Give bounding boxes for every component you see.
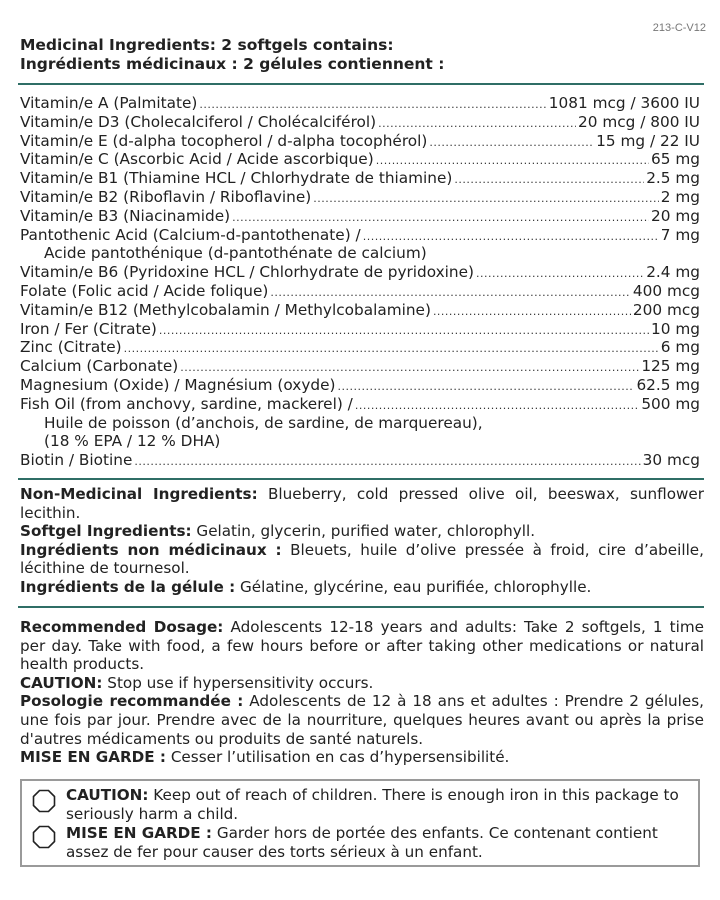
ingredient-amount: 200 mcg <box>632 300 700 319</box>
ingredient-name: Iron / Fer (Citrate) <box>20 319 157 338</box>
ingredient-name: Vitamin/e A (Palmitate) <box>20 94 198 112</box>
softgel-ingredients-fr: Ingrédients de la gélule : Gélatine, glycérine, eau purifiée, chlorophylle. <box>20 577 592 596</box>
dot-leader <box>433 301 631 322</box>
ingredient-row <box>20 226 700 245</box>
medicinal-header-fr: Ingrédients médicinaux : 2 gélules contiennent : <box>20 55 445 73</box>
ingredient-row <box>20 320 700 339</box>
ingredient-row <box>20 282 700 301</box>
dot-leader <box>199 94 546 115</box>
ingredient-row <box>20 301 700 320</box>
dot-leader <box>337 376 634 397</box>
ingredient-name: Vitamin/e B3 (Niacinamide) <box>20 206 231 225</box>
ingredient-row <box>20 263 700 282</box>
ingredient-row <box>20 169 700 188</box>
medicinal-header <box>20 36 700 74</box>
octagon-warning-icon <box>32 825 56 849</box>
ingredient-row <box>20 188 700 207</box>
dosage-fr: Posologie recommandée : Adolescents de 12 à 18 ans et adultes : Prendre 2 gélules, une fois par jour. Prendre avec de la nourriture, quelques heures avant ou après la prise d'autres médicaments ou produits de santé naturels. <box>20 692 704 748</box>
ingredient-amount: 10 mg <box>651 319 700 338</box>
ingredient-row <box>20 207 700 226</box>
child-warning-en: CAUTION: Keep out of reach of children. There is enough iron in this package to seriously harm a child. <box>66 786 679 823</box>
ingredient-name: Calcium (Carbonate) <box>20 357 179 376</box>
ingredients-list <box>20 94 700 470</box>
ingredient-row <box>20 451 700 470</box>
dot-leader <box>313 188 659 209</box>
dosage-section <box>20 618 704 767</box>
dot-leader <box>429 132 594 153</box>
ingredient-continuation: Huile de poisson (d’anchois, de sardine, de marquereau), <box>44 413 483 432</box>
dot-leader <box>124 338 659 359</box>
ingredient-amount: 2 mg <box>660 187 700 206</box>
ingredient-amount: 400 mcg <box>632 281 700 300</box>
medicinal-header-en: Medicinal Ingredients: 2 softgels contains: <box>20 36 394 54</box>
dot-leader <box>476 263 644 284</box>
non-medicinal-fr: Ingrédients non médicinaux : Bleuets, huile d’olive pressée à froid, cire d’abeille, lécithine de tournesol. <box>20 540 704 578</box>
ingredient-name: Vitamin/e B2 (Riboflavin / Riboflavine) <box>20 187 312 206</box>
ingredient-amount: 2.5 mg <box>646 169 700 188</box>
dot-leader <box>180 357 639 378</box>
dot-leader <box>232 207 649 228</box>
dot-leader <box>376 150 649 171</box>
dosage-en: Recommended Dosage: Adolescents 12-18 years and adults: Take 2 softgels, 1 time per day. Take with food, a few hours before or after taking other medications or natural health products. <box>20 618 704 674</box>
ingredient-name: Vitamin/e E (d-alpha tocopherol / d-alpha tocophérol) <box>20 131 428 150</box>
ingredient-amount: 20 mcg / 800 IU <box>578 112 700 131</box>
ingredient-name: Pantothenic Acid (Calcium-d-pantothenate) / <box>20 225 361 244</box>
ingredient-row <box>20 94 700 113</box>
ingredient-row <box>20 132 700 151</box>
ingredient-name: Vitamin/e D3 (Cholecalciferol / Cholécalciférol) <box>20 112 377 131</box>
ingredient-continuation: Acide pantothénique (d-pantothénate de calcium) <box>44 244 427 263</box>
ingredient-row <box>20 357 700 376</box>
child-warning-fr: MISE EN GARDE : Garder hors de portée des enfants. Ce contenant contient assez de fer pour causer des torts sérieux à un enfant. <box>66 824 658 861</box>
ingredient-row <box>20 113 700 132</box>
octagon-warning-icon <box>32 789 56 813</box>
ingredient-amount: 65 mg <box>651 150 700 169</box>
ingredient-name: Vitamin/e B12 (Methylcobalamin / Methylcobalamine) <box>20 300 431 319</box>
ingredient-amount: 6 mg <box>660 338 700 357</box>
non-medicinal-section <box>20 485 704 597</box>
panel-code: 213-C-V12 <box>652 22 706 34</box>
ingredient-name: Folate (Folic acid / Acide folique) <box>20 281 269 300</box>
child-warning-box <box>20 779 700 867</box>
header-divider <box>18 83 704 85</box>
ingredient-amount: 15 mg / 22 IU <box>596 131 700 150</box>
ingredient-row <box>20 376 700 395</box>
non-medicinal-en: Non-Medicinal Ingredients: Blueberry, cold pressed olive oil, beeswax, sunflower lecithin. <box>20 485 704 522</box>
ingredient-amount: 500 mg <box>641 394 700 413</box>
ingredient-name: Vitamin/e B6 (Pyridoxine HCL / Chlorhydrate de pyridoxine) <box>20 263 475 282</box>
ingredient-amount: 125 mg <box>641 357 700 376</box>
dot-leader <box>363 226 659 247</box>
ingredient-name: Biotin / Biotine <box>20 451 133 470</box>
ingredients-divider <box>18 478 704 480</box>
ingredient-name: Vitamin/e C (Ascorbic Acid / Acide ascorbique) <box>20 150 374 169</box>
ingredient-name: Vitamin/e B1 (Thiamine HCL / Chlorhydrate de thiamine) <box>20 169 453 188</box>
ingredient-name: Zinc (Citrate) <box>20 338 122 357</box>
ingredient-amount: 20 mg <box>651 206 700 225</box>
dot-leader <box>355 395 640 416</box>
ingredient-amount: 62.5 mg <box>636 375 700 394</box>
dot-leader <box>270 282 631 303</box>
ingredient-row <box>20 338 700 357</box>
dot-leader <box>134 451 640 472</box>
ingredient-name: Magnesium (Oxide) / Magnésium (oxyde) <box>20 375 336 394</box>
caution-en: CAUTION: Stop use if hypersensitivity occurs. <box>20 673 374 692</box>
ingredient-name: Fish Oil (from anchovy, sardine, mackerel) / <box>20 394 353 413</box>
ingredient-continuation: (18 % EPA / 12 % DHA) <box>44 432 221 451</box>
caution-fr: MISE EN GARDE : Cesser l’utilisation en cas d’hypersensibilité. <box>20 748 510 767</box>
non-medicinal-divider <box>18 606 704 608</box>
dot-leader <box>378 113 576 134</box>
ingredient-amount: 30 mcg <box>642 451 700 470</box>
dot-leader <box>159 320 649 341</box>
ingredient-row <box>20 150 700 169</box>
ingredient-amount: 1081 mcg / 3600 IU <box>548 94 700 112</box>
ingredient-amount: 2.4 mg <box>646 263 700 282</box>
dot-leader <box>454 169 644 190</box>
softgel-ingredients-en: Softgel Ingredients: Gelatin, glycerin, purified water, chlorophyll. <box>20 522 536 541</box>
ingredient-amount: 7 mg <box>660 225 700 244</box>
ingredient-row <box>20 395 700 414</box>
